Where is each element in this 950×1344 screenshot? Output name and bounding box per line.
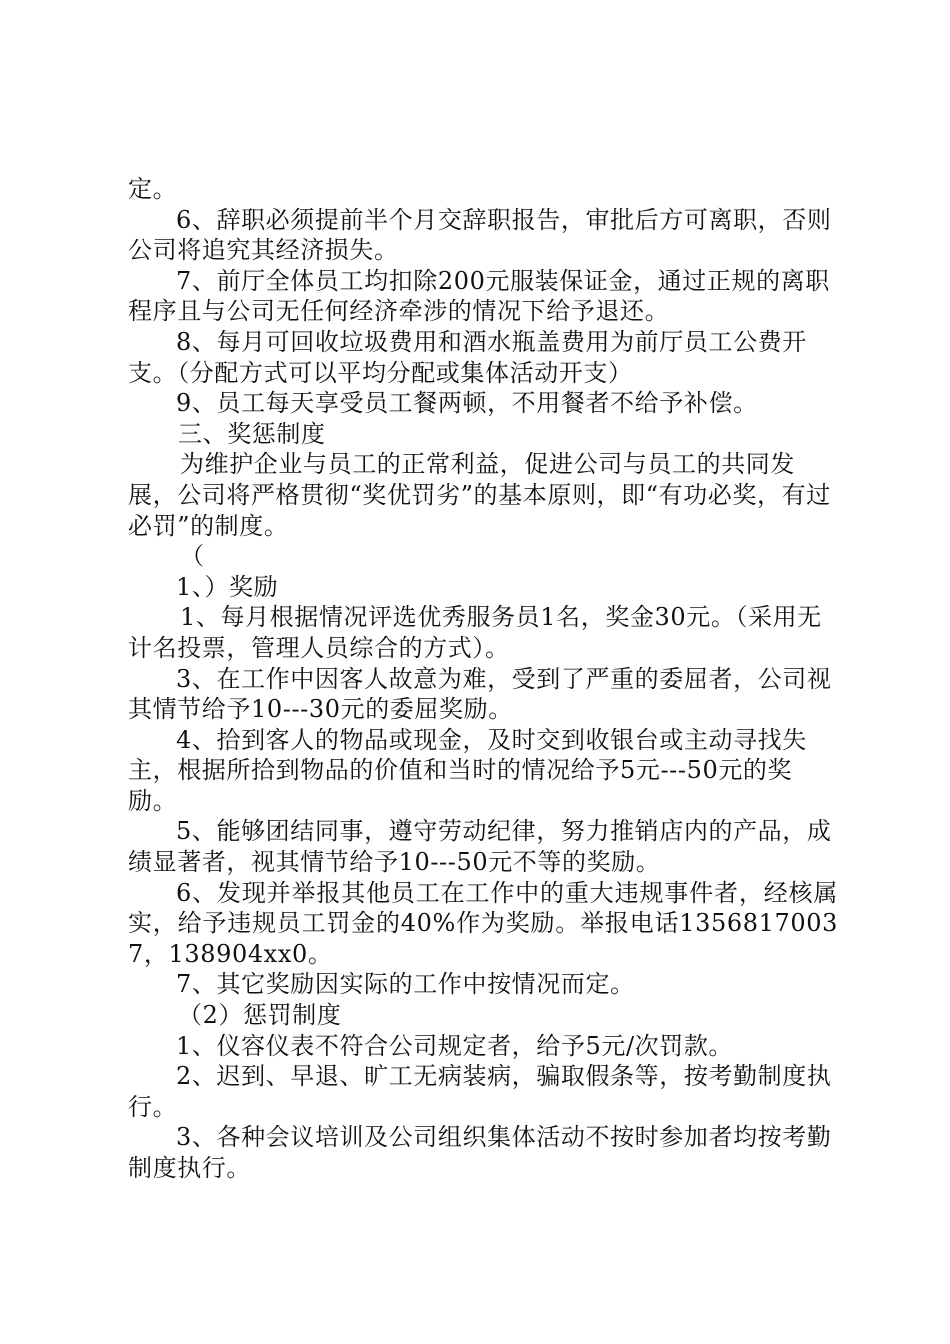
subheading-rewards: 1、）奖励 <box>176 572 279 601</box>
document-body <box>128 174 838 1184</box>
paragraph-reward-3: 3、在工作中因客人故意为难，受到了严重的委屈者，公司视其情节给予10---30元的委屈奖励。 <box>128 664 832 724</box>
subheading-penalties: （2）惩罚制度 <box>178 1001 342 1030</box>
paragraph-reward-5: 5、能够团结同事，遵守劳动纪律，努力推销店内的产品，成绩显著者，视其情节给予10---50元不等的奖励。 <box>128 817 832 877</box>
paragraph-item-6-resignation: 6、辞职必须提前半个月交辞职报告，审批后方可离职，否则公司将追究其经济损失。 <box>128 205 832 265</box>
paragraph-item-9-meals: 9、员工每天享受员工餐两顿，不用餐者不给予补偿。 <box>176 389 758 418</box>
paragraph-reward-1: 1、每月根据情况评选优秀服务员1名，奖金30元。（采用无计名投票，管理人员综合的方式）。 <box>128 603 822 662</box>
paragraph-reward-4: 4、拾到客人的物品或现金，及时交到收银台或主动寻找失主，根据所拾到物品的价值和当时的情况给予5元---50元的奖励。 <box>128 725 807 815</box>
section-heading-rewards-penalties: 三、奖惩制度 <box>178 419 326 448</box>
paragraph-penalty-3: 3、各种会议培训及公司组织集体活动不按时参加者均按考勤制度执行。 <box>128 1123 832 1182</box>
paragraph-item-8-recycling: 8、每月可回收垃圾费用和酒水瓶盖费用为前厅员工公费开支。（分配方式可以平均分配或集体活动开支） <box>128 327 807 387</box>
paragraph-reward-6: 6、发现并举报其他员工在工作中的重大违规事件者，经核属实，给予违规员工罚金的40%作为奖励。举报电话13568170037，138904xx0。 <box>128 878 838 968</box>
paragraph-item-7-deposit: 7、前厅全体员工均扣除200元服装保证金，通过正规的离职程序且与公司无任何经济牵涉的情况下给予退还。 <box>128 266 830 326</box>
paragraph-intro: 为维护企业与员工的正常利益，促进公司与员工的共同发展，公司将严格贯彻“奖优罚劣”的基本原则，即“有功必奖，有过必罚”的制度。 <box>128 450 831 540</box>
paragraph-bracket: （ <box>180 542 205 571</box>
paragraph-continuation: 定。 <box>128 175 178 203</box>
paragraph-reward-7: 7、其它奖励因实际的工作中按情况而定。 <box>176 970 635 999</box>
paragraph-penalty-1: 1、仪容仪表不符合公司规定者，给予5元/次罚款。 <box>176 1031 734 1060</box>
paragraph-penalty-2: 2、迟到、早退、旷工无病装病，骗取假条等，按考勤制度执行。 <box>128 1062 832 1121</box>
